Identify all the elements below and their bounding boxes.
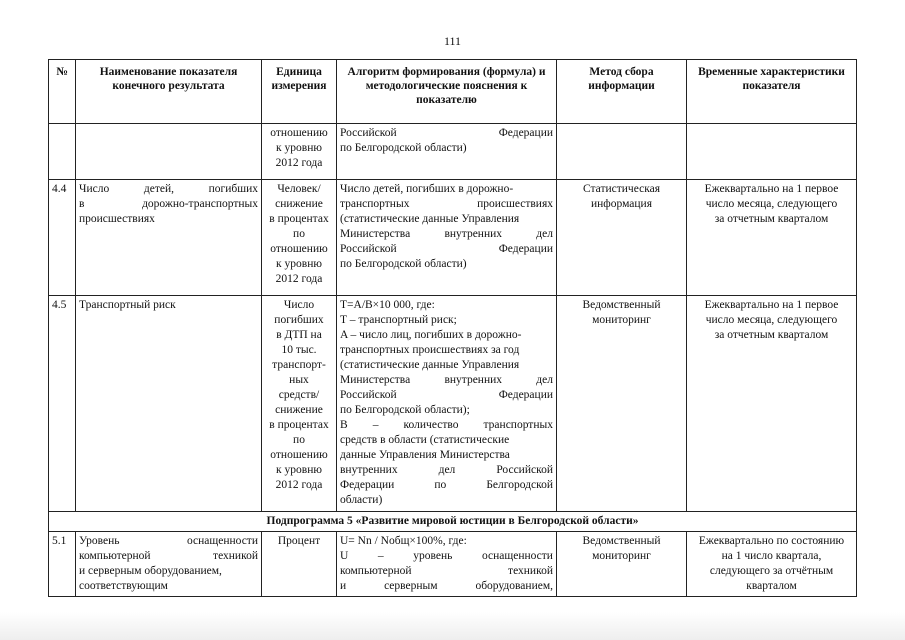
text-line: в дорожно-транспортных: [79, 198, 258, 210]
page-bottom-edge: [0, 612, 905, 640]
text-line: 2012 года: [275, 273, 323, 285]
header-unit: Единица измерения: [262, 60, 337, 124]
text-line: происшествиях: [79, 213, 155, 225]
cell-number: 4.5: [49, 296, 76, 512]
text-line: области): [340, 494, 383, 506]
text-line: к уровню: [276, 142, 322, 154]
text-line: Федерации по Белгородской: [340, 479, 553, 491]
text-line: A – число лиц, погибших в дорожно-: [340, 329, 522, 341]
header-time: Временные характеристики показателя: [687, 60, 857, 124]
text-line: информация: [591, 198, 652, 210]
text-line: средств в области (статистические: [340, 434, 510, 446]
text-line: Человек/: [277, 183, 321, 195]
text-line: к уровню: [276, 258, 322, 270]
text-line: по: [293, 434, 305, 446]
text-line: и серверным оборудованием,: [340, 580, 553, 592]
text-line: 2012 года: [275, 479, 323, 491]
cell-method: [557, 180, 687, 296]
text-line: снижение: [275, 198, 323, 210]
cell-number: 4.4: [49, 180, 76, 296]
section-row: [49, 512, 857, 532]
text-line: Статистическая: [582, 183, 661, 195]
text-line: к уровню: [276, 464, 322, 476]
text-line: (статистические данные Управления: [340, 359, 520, 371]
section-title: Подпрограмма 5 «Развитие мировой юстиции в Белгородской области»: [49, 512, 857, 532]
cell-method: [557, 124, 687, 180]
text-line: B – количество транспортных: [340, 419, 553, 431]
text-line: в процентах: [269, 213, 329, 225]
text-line: Ведомственный: [582, 299, 661, 311]
table-header-row: [49, 60, 857, 124]
text-line: число месяца, следующего: [705, 198, 838, 210]
header-number: №: [49, 60, 76, 124]
text-line: мониторинг: [592, 314, 651, 326]
cell-time: [687, 124, 857, 180]
text-line: Транспортный риск: [79, 299, 176, 311]
cell-name: [76, 124, 262, 180]
text-line: следующего за отчётным: [709, 565, 834, 577]
text-line: кварталом: [746, 580, 797, 592]
cell-unit: [262, 124, 337, 180]
text-line: по Белгородской области): [340, 258, 467, 270]
text-line: Ежеквартально по состоянию: [698, 535, 845, 547]
header-name: Наименование показателя конечного результата: [76, 60, 262, 124]
cell-method: [557, 296, 687, 512]
text-line: Российской Федерации: [340, 389, 553, 401]
cell-algorithm: [337, 532, 557, 597]
indicators-table: [48, 59, 857, 597]
text-line: погибших: [274, 314, 324, 326]
text-line: Ведомственный: [582, 535, 661, 547]
text-line: отношению: [270, 449, 328, 461]
cell-algorithm: [337, 124, 557, 180]
cell-number: [49, 124, 76, 180]
text-line: данные Управления Министерства: [340, 449, 510, 461]
text-line: Министерства внутренних дел: [340, 374, 553, 386]
text-line: соответствующим: [79, 580, 168, 592]
cell-name: [76, 180, 262, 296]
text-line: средств/: [278, 389, 320, 401]
cell-time: [687, 296, 857, 512]
text-line: по Белгородской области): [340, 142, 467, 154]
text-line: T – транспортный риск;: [340, 314, 457, 326]
text-line: компьютерной техникой: [340, 565, 553, 577]
text-line: Российской Федерации: [340, 127, 553, 139]
text-line: число месяца, следующего: [705, 314, 838, 326]
table-row: [49, 180, 857, 296]
text-line: отношению: [270, 243, 328, 255]
text-line: U= Nn / Nобщ×100%, где:: [340, 535, 467, 547]
text-line: 2012 года: [275, 157, 323, 169]
cell-name: [76, 532, 262, 597]
text-line: Число детей, погибших в дорожно-: [340, 183, 514, 195]
text-line: Российской Федерации: [340, 243, 553, 255]
text-line: ных: [289, 374, 309, 386]
text-line: по: [293, 228, 305, 240]
text-line: Число: [283, 299, 315, 311]
cell-time: [687, 532, 857, 597]
header-algorithm: Алгоритм формирования (формула) и методологические пояснения к показателю: [337, 60, 557, 124]
page-number: 111: [443, 34, 462, 48]
text-line: отношению: [270, 127, 328, 139]
text-line: и серверным оборудованием,: [79, 565, 222, 577]
text-line: по Белгородской области);: [340, 404, 470, 416]
table-row: [49, 124, 857, 180]
header-method: Метод сбора информации: [557, 60, 687, 124]
cell-unit: [262, 296, 337, 512]
text-line: мониторинг: [592, 550, 651, 562]
text-line: транспортных происшествиях: [340, 198, 553, 210]
text-line: Министерства внутренних дел: [340, 228, 553, 240]
cell-unit: [262, 532, 337, 597]
text-line: транспортных происшествиях за год: [340, 344, 520, 356]
cell-unit: [262, 180, 337, 296]
text-line: в процентах: [269, 419, 329, 431]
text-line: за отчетным кварталом: [714, 213, 829, 225]
table-row: [49, 532, 857, 597]
table-row: [49, 296, 857, 512]
text-line: за отчетным кварталом: [714, 329, 829, 341]
cell-algorithm: [337, 180, 557, 296]
text-line: U – уровень оснащенности: [340, 550, 553, 562]
cell-algorithm: [337, 296, 557, 512]
cell-number: 5.1: [49, 532, 76, 597]
text-line: Ежеквартально на 1 первое: [704, 299, 839, 311]
text-line: внутренних дел Российской: [340, 464, 553, 476]
text-line: Ежеквартально на 1 первое: [704, 183, 839, 195]
text-line: 10 тыс.: [281, 344, 317, 356]
text-line: T=A/B×10 000, где:: [340, 299, 435, 311]
text-line: транспорт-: [272, 359, 326, 371]
text-line: компьютерной техникой: [79, 550, 258, 562]
cell-time: [687, 180, 857, 296]
text-line: на 1 число квартала,: [721, 550, 822, 562]
text-line: Уровень оснащенности: [79, 535, 258, 547]
cell-name: [76, 296, 262, 512]
cell-method: [557, 532, 687, 597]
text-line: (статистические данные Управления: [340, 213, 520, 225]
text-line: снижение: [275, 404, 323, 416]
text-line: Процент: [277, 535, 321, 547]
text-line: Число детей, погибших: [79, 183, 258, 195]
text-line: в ДТП на: [276, 329, 322, 341]
